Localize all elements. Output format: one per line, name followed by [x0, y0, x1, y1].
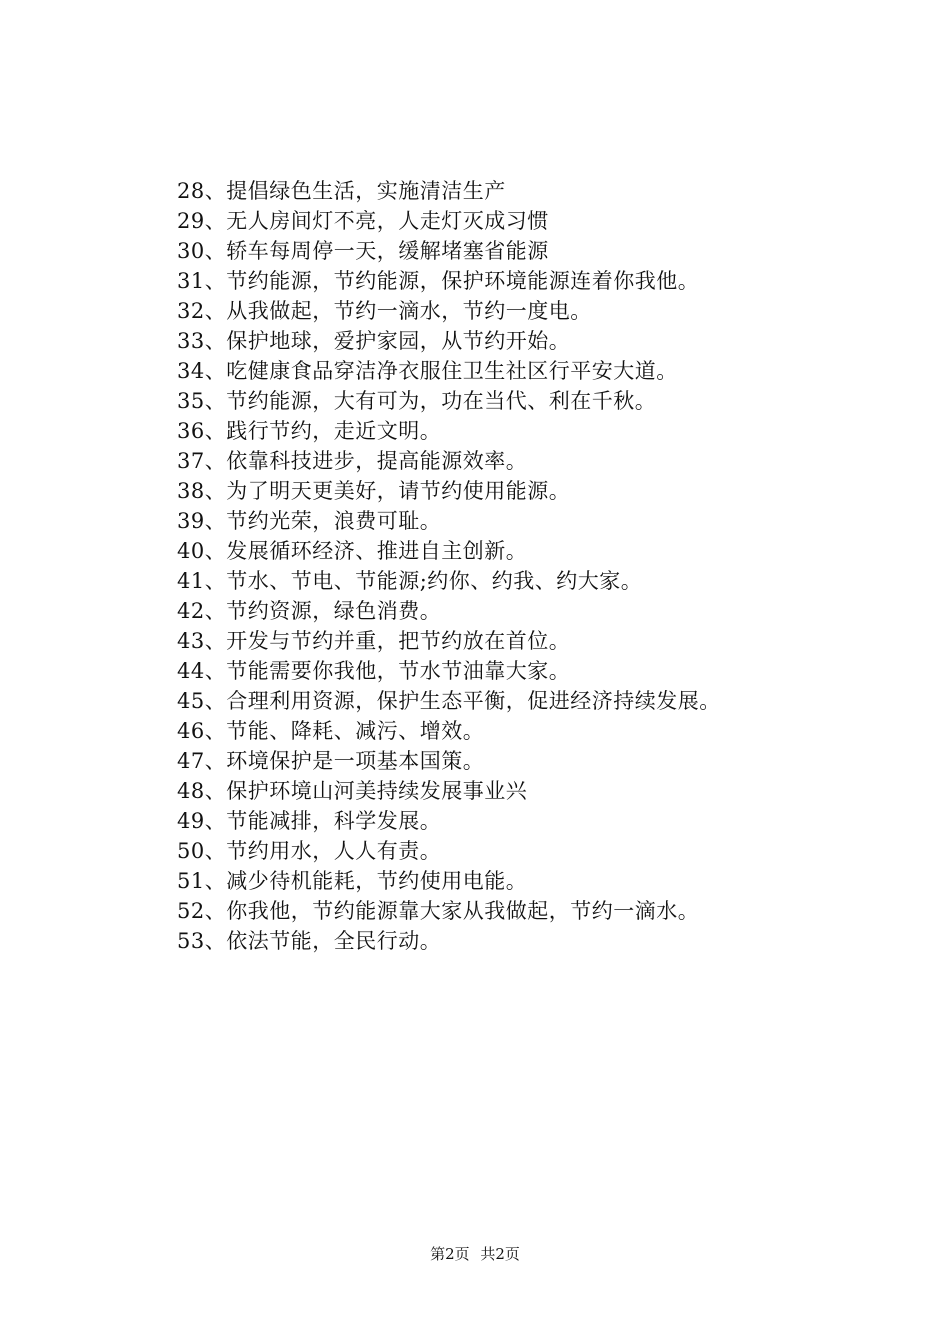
slogan-item: 38、为了明天更美好，请节约使用能源。: [177, 479, 571, 503]
slogan-item: 29、无人房间灯不亮，人走灯灭成习惯: [177, 209, 549, 233]
slogan-item: 28、提倡绿色生活，实施清洁生产: [177, 179, 506, 203]
slogan-item: 33、保护地球，爱护家园，从节约开始。: [177, 329, 571, 353]
slogan-item: 31、节约能源，节约能源，保护环境能源连着你我他。: [177, 269, 700, 293]
slogan-item: 41、节水、节电、节能源;约你、约我、约大家。: [177, 569, 643, 593]
slogan-item: 39、节约光荣，浪费可耻。: [177, 509, 442, 533]
page-footer: [0, 1243, 950, 1265]
slogan-item: 48、保护环境山河美持续发展事业兴: [177, 779, 528, 803]
page-number: 第2页: [430, 1245, 470, 1263]
slogan-list: [177, 176, 721, 956]
slogan-item: 34、吃健康食品穿洁净衣服住卫生社区行平安大道。: [177, 359, 678, 383]
slogan-item: 46、节能、降耗、减污、增效。: [177, 719, 485, 743]
slogan-item: 52、你我他，节约能源靠大家从我做起，节约一滴水。: [177, 899, 700, 923]
slogan-item: 35、节约能源，大有可为，功在当代、利在千秋。: [177, 389, 657, 413]
slogan-item: 42、节约资源，绿色消费。: [177, 599, 442, 623]
slogan-item: 40、发展循环经济、推进自主创新。: [177, 539, 528, 563]
slogan-item: 45、合理利用资源，保护生态平衡，促进经济持续发展。: [177, 689, 721, 713]
slogan-item: 51、减少待机能耗，节约使用电能。: [177, 869, 528, 893]
slogan-item: 32、从我做起，节约一滴水，节约一度电。: [177, 299, 592, 323]
slogan-item: 47、环境保护是一项基本国策。: [177, 749, 485, 773]
page-total: 共2页: [480, 1245, 520, 1263]
slogan-item: 43、开发与节约并重，把节约放在首位。: [177, 629, 571, 653]
slogan-item: 53、依法节能，全民行动。: [177, 929, 442, 953]
slogan-item: 44、节能需要你我他，节水节油靠大家。: [177, 659, 571, 683]
slogan-item: 50、节约用水，人人有责。: [177, 839, 442, 863]
slogan-item: 30、轿车每周停一天，缓解堵塞省能源: [177, 239, 549, 263]
slogan-item: 36、践行节约，走近文明。: [177, 419, 442, 443]
slogan-item: 37、依靠科技进步，提高能源效率。: [177, 449, 528, 473]
slogan-item: 49、节能减排，科学发展。: [177, 809, 442, 833]
